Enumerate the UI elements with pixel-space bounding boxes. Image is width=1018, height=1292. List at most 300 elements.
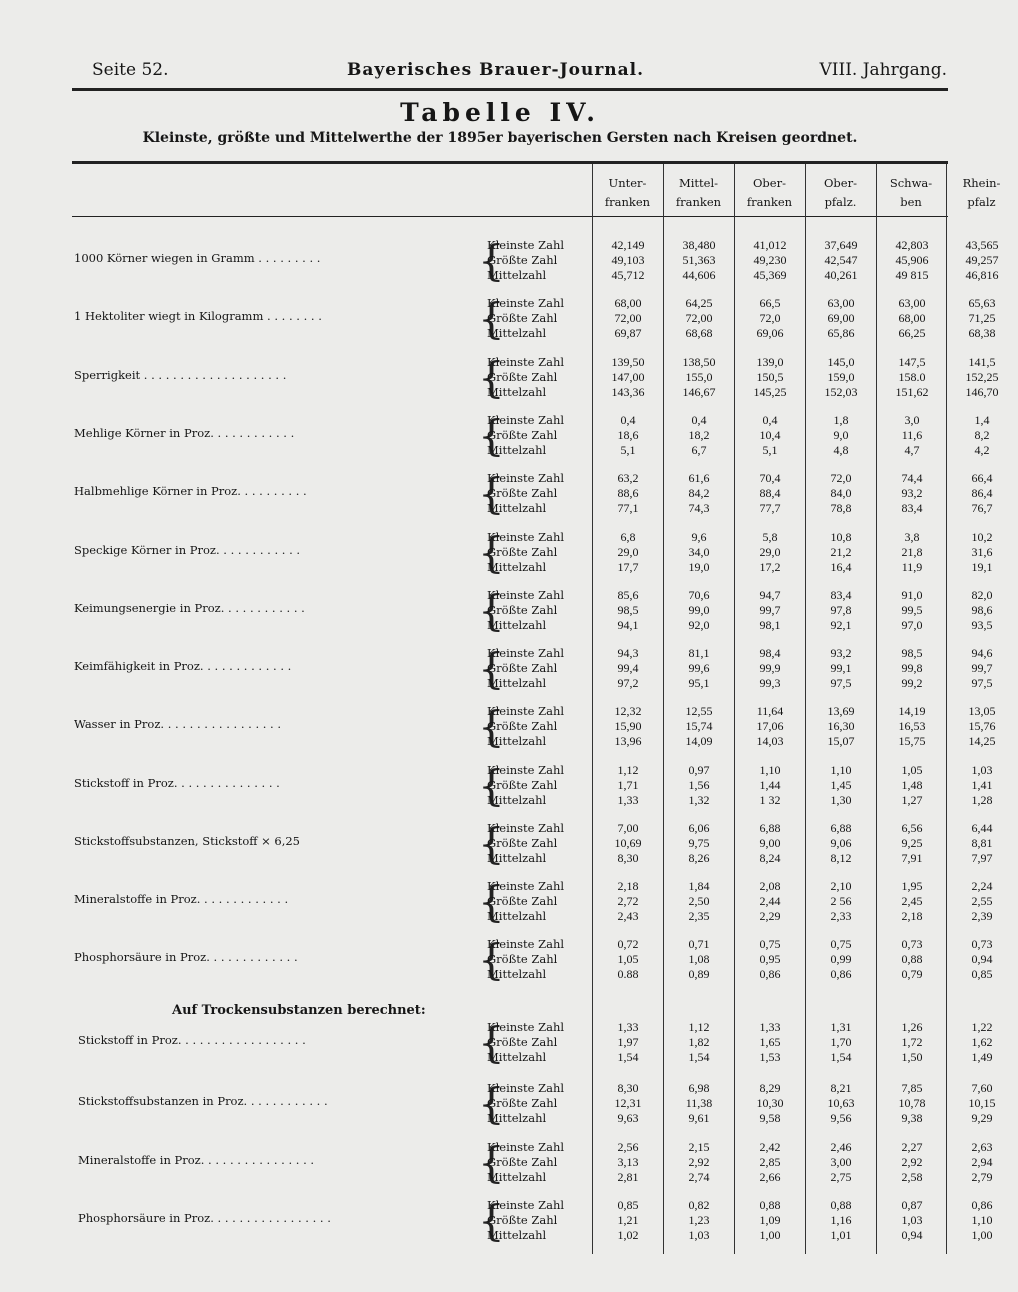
table-cell: 3,13: [617, 1155, 639, 1169]
stat-label: Kleinste Zahl: [487, 471, 565, 485]
table-cell: 14,03: [756, 734, 784, 748]
stat-label: Mittelzahl: [487, 1228, 547, 1242]
table-cell: 1,22: [971, 1020, 993, 1034]
table-cell: 95,1: [688, 676, 710, 690]
table-cell: 91,0: [901, 588, 923, 602]
table-cell: 11,64: [756, 704, 784, 718]
row-label: Wasser in Proz. . . . . . . . . . . . . . . . .: [74, 717, 282, 731]
table-cell: 19,1: [971, 560, 993, 574]
stat-label: Größte Zahl: [487, 1155, 558, 1169]
table-cell: 97,5: [971, 676, 993, 690]
section-dry-substance-heading: Auf Trockensubstanzen berechnet:: [172, 1003, 426, 1018]
stat-label: Kleinste Zahl: [487, 588, 565, 602]
table-cell: 72,00: [685, 311, 713, 325]
table-cell: 97,5: [830, 676, 852, 690]
table-cell: 2,79: [971, 1170, 993, 1184]
table-cell: 1,32: [688, 793, 710, 807]
table-cell: 10,2: [971, 530, 993, 544]
table-cell: 1,26: [901, 1020, 923, 1034]
table-cell: 93,2: [901, 486, 923, 500]
table-cell: 49 815: [895, 268, 929, 282]
table-cell: 0,94: [971, 952, 993, 966]
table-cell: 2,15: [688, 1140, 710, 1154]
table-cell: 9,56: [830, 1111, 852, 1125]
table-cell: 139,0: [756, 355, 784, 369]
table-cell: 29,0: [617, 545, 639, 559]
row-label: 1000 Körner wiegen in Gramm . . . . . . . . .: [74, 251, 321, 265]
brace-glyph: {: [478, 1079, 505, 1128]
table-cell: 8,24: [759, 851, 781, 865]
table-cell: 158.0: [898, 370, 926, 384]
table-cell: 66,4: [971, 471, 993, 485]
table-cell: 9,6: [691, 530, 707, 544]
table-cell: 74,4: [901, 471, 923, 485]
table-cell: 98,5: [901, 646, 923, 660]
table-cell: 8,2: [974, 428, 990, 442]
table-cell: 1,08: [688, 952, 710, 966]
table-cell: 0,99: [830, 952, 852, 966]
table-cell: 139,50: [611, 355, 645, 369]
table-cell: 92,1: [830, 618, 852, 632]
table-cell: 1,62: [971, 1035, 993, 1049]
table-cell: 42,547: [824, 253, 858, 267]
table-cell: 2,55: [971, 894, 993, 908]
table-cell: 1,71: [617, 778, 639, 792]
table-cell: 10,78: [898, 1096, 926, 1110]
table-cell: 1,49: [971, 1050, 993, 1064]
table-cell: 1,65: [759, 1035, 781, 1049]
table-cell: 141,5: [968, 355, 996, 369]
table-cell: 7,85: [901, 1081, 923, 1095]
stat-label: Größte Zahl: [487, 894, 558, 908]
table-cell: 1,50: [901, 1050, 923, 1064]
table-cell: 99,5: [901, 603, 923, 617]
table-cell: 99,3: [759, 676, 781, 690]
journal-title: Bayerisches Brauer-Journal.: [347, 60, 645, 80]
table-cell: 72,00: [614, 311, 642, 325]
volume-label: VIII. Jahrgang.: [819, 60, 947, 80]
table-cell: 42,149: [611, 238, 645, 252]
table-cell: 0,73: [971, 937, 993, 951]
table-cell: 16,4: [830, 560, 852, 574]
stat-label: Mittelzahl: [487, 1111, 547, 1125]
table-row-group: [0, 1140, 1000, 1188]
table-cell: 2,58: [901, 1170, 923, 1184]
table-cell: 97,8: [830, 603, 852, 617]
table-row-group: [0, 588, 1000, 636]
table-cell: 69,00: [827, 311, 855, 325]
brace-glyph: {: [478, 1138, 505, 1187]
table-cell: 76,7: [971, 501, 993, 515]
table-cell: 66,5: [759, 296, 781, 310]
table-cell: 2,92: [901, 1155, 923, 1169]
table-cell: 150,5: [756, 370, 784, 384]
table-cell: 0,75: [759, 937, 781, 951]
table-subtitle: Kleinste, größte und Mittelwerthe der 1895er bayerischen Gersten nach Kreisen geordnet.: [142, 130, 858, 146]
stat-label: Kleinste Zahl: [487, 355, 565, 369]
table-cell: 0,88: [830, 1198, 852, 1212]
table-cell: 2,18: [901, 909, 923, 923]
table-cell: 1,10: [830, 763, 852, 777]
column-header-line: Schwa-: [889, 176, 933, 190]
row-label: Keimfähigkeit in Proz. . . . . . . . . . . . .: [74, 659, 292, 673]
table-cell: 92,0: [688, 618, 710, 632]
stat-label: Mittelzahl: [487, 1170, 547, 1184]
column-header: [876, 174, 946, 214]
table-cell: 94,1: [617, 618, 639, 632]
table-cell: 4,7: [904, 443, 920, 457]
table-cell: 1,03: [688, 1228, 710, 1242]
table-cell: 7,60: [971, 1081, 993, 1095]
table-cell: 0,71: [688, 937, 710, 951]
column-header-line: Rhein-: [962, 176, 1001, 190]
brace-glyph: {: [478, 644, 505, 693]
brace-glyph: {: [478, 1196, 505, 1245]
stat-label: Kleinste Zahl: [487, 296, 565, 310]
table-cell: 4,8: [833, 443, 849, 457]
table-cell: 3,00: [830, 1155, 852, 1169]
table-cell: 99,7: [971, 661, 993, 675]
stat-label: Größte Zahl: [487, 545, 558, 559]
table-row-group: [0, 1198, 1000, 1246]
stat-label: Mittelzahl: [487, 618, 547, 632]
table-cell: 17,7: [617, 560, 639, 574]
stat-label: Größte Zahl: [487, 486, 558, 500]
header-rule: [72, 88, 948, 91]
stat-label: Größte Zahl: [487, 428, 558, 442]
column-header-line: pfalz: [967, 195, 996, 209]
table-cell: 65,63: [968, 296, 996, 310]
stat-label: Kleinste Zahl: [487, 238, 565, 252]
table-cell: 41,012: [753, 238, 787, 252]
column-header: [663, 174, 734, 214]
table-cell: 98,5: [617, 603, 639, 617]
table-cell: 146,67: [682, 385, 716, 399]
table-cell: 0,88: [901, 952, 923, 966]
table-cell: 3,0: [904, 413, 920, 427]
table-cell: 2,43: [617, 909, 639, 923]
table-cell: 1,10: [759, 763, 781, 777]
table-cell: 1,33: [617, 793, 639, 807]
column-header-line: franken: [604, 195, 651, 209]
table-cell: 2,75: [830, 1170, 852, 1184]
table-cell: 2,56: [617, 1140, 639, 1154]
table-cell: 0,4: [691, 413, 707, 427]
table-cell: 0,89: [688, 967, 710, 981]
table-cell: 8,30: [617, 851, 639, 865]
table-cell: 0,82: [688, 1198, 710, 1212]
brace-glyph: {: [478, 294, 505, 343]
table-cell: 15,07: [827, 734, 855, 748]
table-cell: 11,9: [901, 560, 923, 574]
row-label: Speckige Körner in Proz. . . . . . . . . . . .: [74, 543, 301, 557]
stat-label: Mittelzahl: [487, 967, 547, 981]
table-cell: 1,41: [971, 778, 993, 792]
table-cell: 99,8: [901, 661, 923, 675]
row-label: Mineralstoffe in Proz. . . . . . . . . . . . . . . .: [78, 1153, 315, 1167]
table-cell: 9,0: [833, 428, 849, 442]
table-cell: 1,00: [759, 1228, 781, 1242]
table-cell: 99,4: [617, 661, 639, 675]
table-cell: 34,0: [688, 545, 710, 559]
table-cell: 2,81: [617, 1170, 639, 1184]
table-cell: 8,81: [971, 836, 993, 850]
table-cell: 99,2: [901, 676, 923, 690]
stat-label: Größte Zahl: [487, 661, 558, 675]
brace-glyph: {: [478, 586, 505, 635]
brace-glyph: {: [478, 819, 505, 868]
table-cell: 84,2: [688, 486, 710, 500]
table-cell: 8,21: [830, 1081, 852, 1095]
table-cell: 0,85: [617, 1198, 639, 1212]
stat-label: Größte Zahl: [487, 778, 558, 792]
table-cell: 1 32: [759, 793, 781, 807]
stat-label: Größte Zahl: [487, 311, 558, 325]
table-cell: 45,712: [611, 268, 645, 282]
table-cell: 81,1: [688, 646, 710, 660]
table-cell: 86,4: [971, 486, 993, 500]
table-cell: 1,12: [617, 763, 639, 777]
table-cell: 97,0: [901, 618, 923, 632]
column-header: [592, 174, 663, 214]
table-cell: 1,97: [617, 1035, 639, 1049]
row-label: Stickstoff in Proz. . . . . . . . . . . . . . .: [74, 776, 280, 790]
table-top-rule: [72, 161, 948, 164]
table-cell: 9,06: [830, 836, 852, 850]
column-header-line: Ober-: [753, 176, 786, 190]
table-cell: 1,82: [688, 1035, 710, 1049]
table-cell: 64,25: [685, 296, 713, 310]
table-cell: 40,261: [824, 268, 858, 282]
table-cell: 17,2: [759, 560, 781, 574]
table-cell: 2,10: [830, 879, 852, 893]
table-cell: 2,45: [901, 894, 923, 908]
table-cell: 13,96: [614, 734, 642, 748]
table-cell: 14,19: [898, 704, 926, 718]
table-cell: 98,6: [971, 603, 993, 617]
brace-glyph: {: [478, 1018, 505, 1067]
table-cell: 10,4: [759, 428, 781, 442]
table-cell: 1,8: [833, 413, 849, 427]
table-cell: 72,0: [830, 471, 852, 485]
table-cell: 147,5: [898, 355, 926, 369]
column-header-line: franken: [746, 195, 793, 209]
stat-label: Mittelzahl: [487, 1050, 547, 1064]
table-cell: 6,56: [901, 821, 923, 835]
table-cell: 43,565: [965, 238, 999, 252]
stat-label: Mittelzahl: [487, 909, 547, 923]
table-cell: 12,31: [614, 1096, 642, 1110]
stat-label: Kleinste Zahl: [487, 1020, 565, 1034]
table-cell: 1,70: [830, 1035, 852, 1049]
table-cell: 13,69: [827, 704, 855, 718]
table-cell: 82,0: [971, 588, 993, 602]
stat-label: Kleinste Zahl: [487, 413, 565, 427]
table-cell: 8,12: [830, 851, 852, 865]
table-cell: 99,9: [759, 661, 781, 675]
table-cell: 21,8: [901, 545, 923, 559]
table-cell: 2,72: [617, 894, 639, 908]
table-cell: 8,29: [759, 1081, 781, 1095]
brace-glyph: {: [478, 761, 505, 810]
table-cell: 69,87: [614, 326, 642, 340]
table-cell: 2,29: [759, 909, 781, 923]
table-cell: 70,6: [688, 588, 710, 602]
table-cell: 21,2: [830, 545, 852, 559]
page-number: Seite 52.: [92, 60, 169, 80]
table-cell: 17,06: [756, 719, 784, 733]
column-header: [805, 174, 876, 214]
table-row-group: [0, 937, 1000, 985]
row-label: Mineralstoffe in Proz. . . . . . . . . . . . .: [74, 892, 289, 906]
table-cell: 1,03: [971, 763, 993, 777]
stat-label: Mittelzahl: [487, 851, 547, 865]
table-cell: 1,02: [617, 1228, 639, 1242]
table-cell: 9,75: [688, 836, 710, 850]
table-cell: 45,369: [753, 268, 787, 282]
stat-label: Kleinste Zahl: [487, 879, 565, 893]
table-cell: 2,85: [759, 1155, 781, 1169]
table-cell: 66,25: [898, 326, 926, 340]
table-cell: 0,95: [759, 952, 781, 966]
table-cell: 13,05: [968, 704, 996, 718]
brace-glyph: {: [478, 411, 505, 460]
table-cell: 8,26: [688, 851, 710, 865]
table-cell: 74,3: [688, 501, 710, 515]
table-cell: 15,90: [614, 719, 642, 733]
table-cell: 97,2: [617, 676, 639, 690]
table-cell: 6,06: [688, 821, 710, 835]
stat-label: Mittelzahl: [487, 734, 547, 748]
stat-label: Größte Zahl: [487, 370, 558, 384]
table-cell: 0,86: [971, 1198, 993, 1212]
table-cell: 0,72: [617, 937, 639, 951]
table-cell: 1,03: [901, 1213, 923, 1227]
table-cell: 78,8: [830, 501, 852, 515]
table-cell: 49,230: [753, 253, 787, 267]
table-cell: 5,1: [762, 443, 778, 457]
table-cell: 2 56: [830, 894, 852, 908]
table-cell: 5,1: [620, 443, 636, 457]
table-cell: 2,74: [688, 1170, 710, 1184]
table-cell: 2,08: [759, 879, 781, 893]
stat-label: Größte Zahl: [487, 1213, 558, 1227]
stat-label: Mittelzahl: [487, 385, 547, 399]
table-cell: 1,84: [688, 879, 710, 893]
table-cell: 37,649: [824, 238, 858, 252]
table-cell: 77,1: [617, 501, 639, 515]
table-cell: 1,01: [830, 1228, 852, 1242]
table-cell: 38,480: [682, 238, 716, 252]
row-label: 1 Hektoliter wiegt in Kilogramm . . . . . . . .: [74, 309, 322, 323]
table-cell: 152,25: [965, 370, 999, 384]
brace-glyph: {: [478, 702, 505, 751]
table-cell: 46,816: [965, 268, 999, 282]
table-cell: 68,00: [614, 296, 642, 310]
brace-glyph: {: [478, 528, 505, 577]
table-cell: 0,86: [759, 967, 781, 981]
table-cell: 0.88: [617, 967, 639, 981]
column-header: [734, 174, 805, 214]
table-cell: 155,0: [685, 370, 713, 384]
table-row-group: [0, 471, 1000, 519]
table-cell: 145,25: [753, 385, 787, 399]
table-cell: 18,2: [688, 428, 710, 442]
column-header-line: Mittel-: [678, 176, 719, 190]
table-cell: 45,906: [895, 253, 929, 267]
table-cell: 2,50: [688, 894, 710, 908]
table-cell: 2,94: [971, 1155, 993, 1169]
table-cell: 2,33: [830, 909, 852, 923]
table-cell: 16,30: [827, 719, 855, 733]
table-row-group: [0, 1020, 1000, 1068]
table-cell: 1,00: [971, 1228, 993, 1242]
table-cell: 1,54: [830, 1050, 852, 1064]
table-cell: 9,63: [617, 1111, 639, 1125]
table-cell: 138,50: [682, 355, 716, 369]
table-cell: 2,44: [759, 894, 781, 908]
table-cell: 99,7: [759, 603, 781, 617]
table-cell: 6,88: [759, 821, 781, 835]
stat-label: Mittelzahl: [487, 443, 547, 457]
brace-glyph: {: [478, 877, 505, 926]
table-cell: 1,33: [617, 1020, 639, 1034]
table-cell: 0,85: [971, 967, 993, 981]
table-cell: 18,6: [617, 428, 639, 442]
row-label: Sperrigkeit . . . . . . . . . . . . . . . . . . . .: [74, 368, 287, 382]
table-cell: 99,1: [830, 661, 852, 675]
stat-label: Größte Zahl: [487, 253, 558, 267]
table-cell: 1,05: [901, 763, 923, 777]
table-cell: 14,09: [685, 734, 713, 748]
stat-label: Kleinste Zahl: [487, 704, 565, 718]
table-cell: 1,10: [971, 1213, 993, 1227]
table-cell: 84,0: [830, 486, 852, 500]
table-row-group: [0, 238, 1000, 286]
row-label: Phosphorsäure in Proz. . . . . . . . . . . . .: [74, 950, 298, 964]
table-cell: 1,16: [830, 1213, 852, 1227]
table-cell: 152,03: [824, 385, 858, 399]
table-cell: 71,25: [968, 311, 996, 325]
stat-label: Mittelzahl: [487, 326, 547, 340]
table-cell: 6,88: [830, 821, 852, 835]
row-label: Stickstoff in Proz. . . . . . . . . . . . . . . . . .: [78, 1033, 306, 1047]
table-cell: 1,28: [971, 793, 993, 807]
row-label: Mehlige Körner in Proz. . . . . . . . . . . .: [74, 426, 295, 440]
table-cell: 9,38: [901, 1111, 923, 1125]
table-cell: 8,30: [617, 1081, 639, 1095]
table-cell: 6,8: [620, 530, 636, 544]
stat-label: Größte Zahl: [487, 603, 558, 617]
column-header-line: franken: [675, 195, 722, 209]
table-cell: 2,35: [688, 909, 710, 923]
table-cell: 72,0: [759, 311, 781, 325]
table-cell: 10,15: [968, 1096, 996, 1110]
table-cell: 98,1: [759, 618, 781, 632]
table-cell: 10,8: [830, 530, 852, 544]
table-cell: 0,88: [759, 1198, 781, 1212]
table-cell: 85,6: [617, 588, 639, 602]
table-cell: 7,97: [971, 851, 993, 865]
stat-label: Kleinste Zahl: [487, 646, 565, 660]
table-cell: 7,91: [901, 851, 923, 865]
stat-label: Kleinste Zahl: [487, 1140, 565, 1154]
table-cell: 1,45: [830, 778, 852, 792]
table-cell: 65,86: [827, 326, 855, 340]
table-cell: 44,606: [682, 268, 716, 282]
table-cell: 99,6: [688, 661, 710, 675]
stat-label: Mittelzahl: [487, 560, 547, 574]
